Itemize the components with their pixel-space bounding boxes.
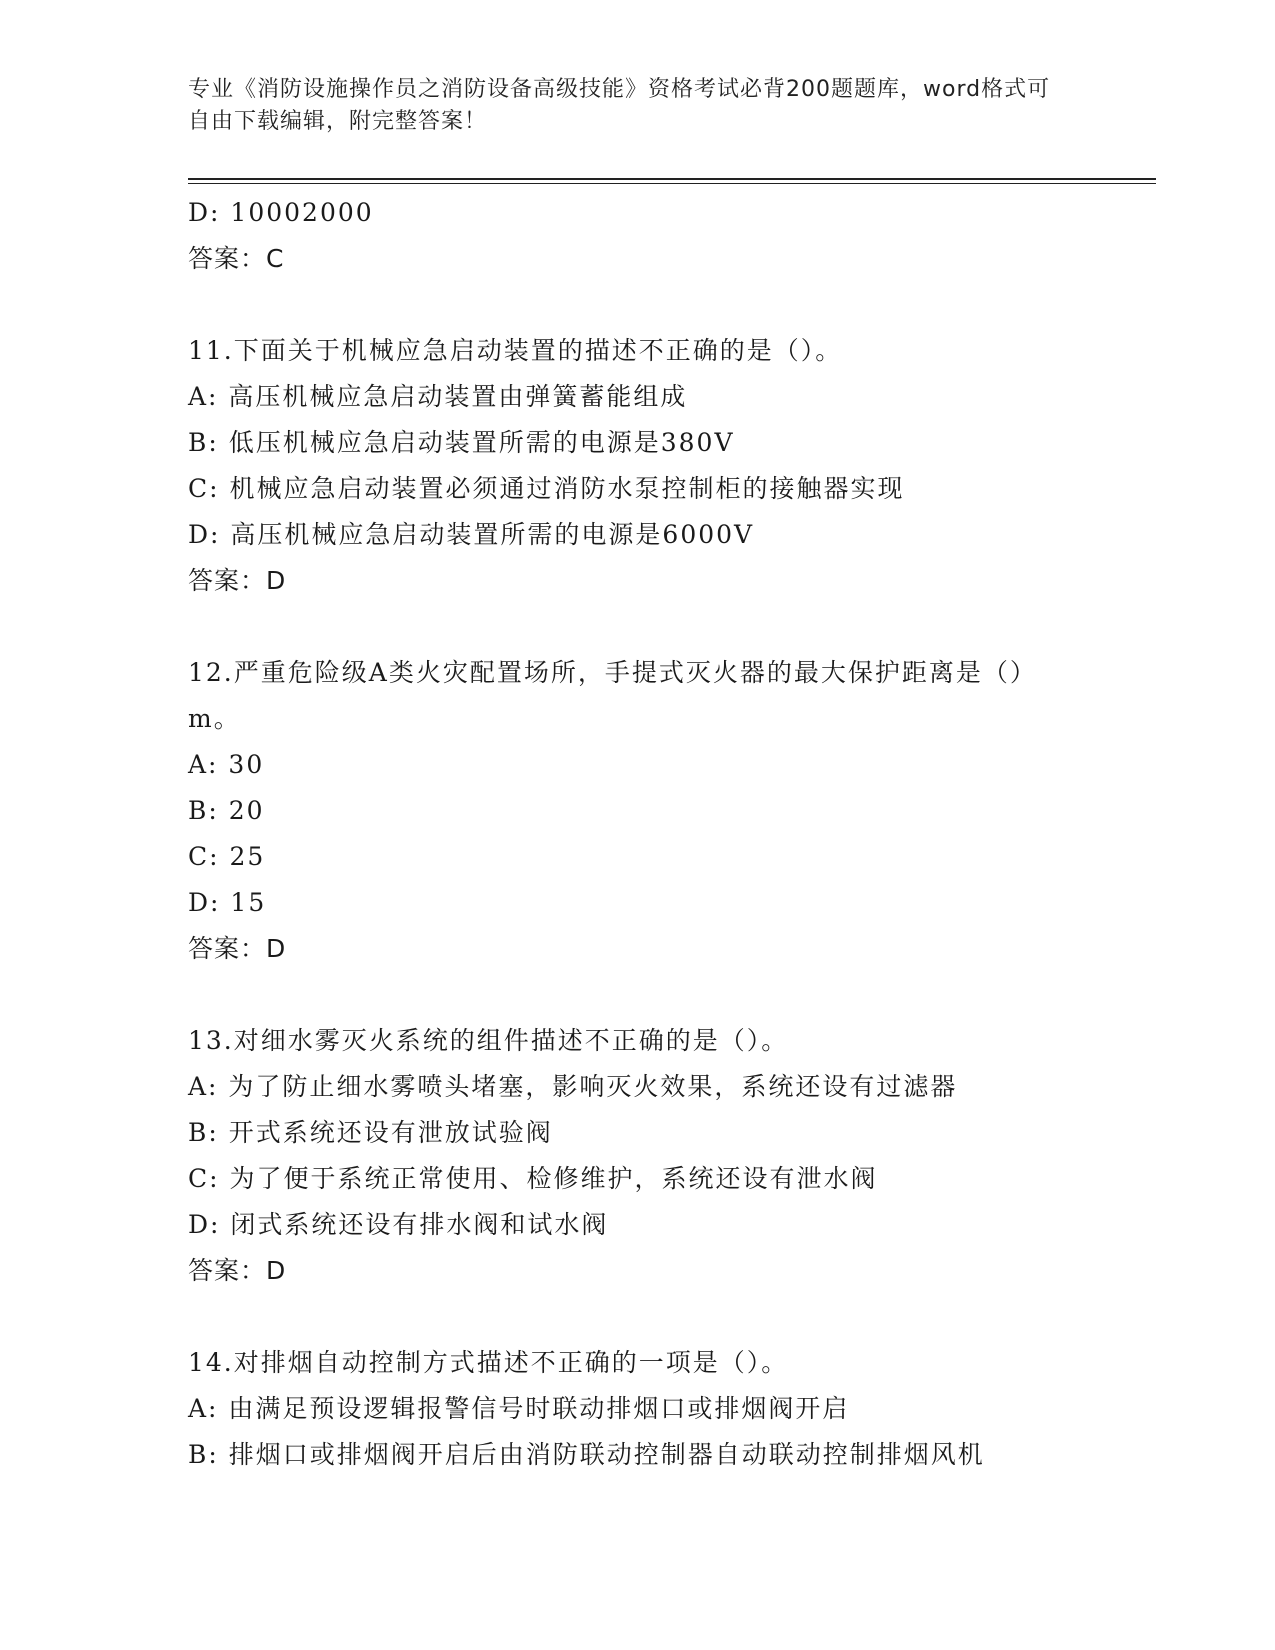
question-11-option-c: C: 机械应急启动装置必须通过消防水泵控制柜的接触器实现 [188, 474, 905, 503]
question-12-option-c: C: 25 [188, 842, 266, 871]
spacer [188, 604, 1088, 650]
spacer [188, 1294, 1088, 1340]
previous-option-d: D: 10002000 [188, 198, 374, 227]
question-11-option-b: B: 低压机械应急启动装置所需的电源是380V [188, 428, 735, 457]
question-13-option-a: A: 为了防止细水雾喷头堵塞，影响灭火效果，系统还设有过滤器 [188, 1072, 958, 1101]
question-12-option-a: A: 30 [188, 750, 265, 779]
question-12-option-d: D: 15 [188, 888, 267, 917]
question-13-option-b: B: 开式系统还设有泄放试验阀 [188, 1118, 553, 1147]
question-11-answer: 答案：D [188, 566, 287, 595]
question-11-stem: 11.下面关于机械应急启动装置的描述不正确的是（）。 [188, 336, 843, 365]
header-divider-thin [188, 183, 1156, 184]
question-13-option-c: C: 为了便于系统正常使用、检修维护，系统还设有泄水阀 [188, 1164, 878, 1193]
question-14-option-b: B: 排烟口或排烟阀开启后由消防联动控制器自动联动控制排烟风机 [188, 1440, 985, 1469]
question-13-option-d: D: 闭式系统还设有排水阀和试水阀 [188, 1210, 609, 1239]
question-13-answer: 答案：D [188, 1256, 287, 1285]
question-13-stem: 13.对细水雾灭火系统的组件描述不正确的是（）。 [188, 1026, 789, 1055]
spacer [188, 972, 1088, 1018]
question-12-answer: 答案：D [188, 934, 287, 963]
question-14-stem: 14.对排烟自动控制方式描述不正确的一项是（）。 [188, 1348, 789, 1377]
question-11-option-a: A: 高压机械应急启动装置由弹簧蓄能组成 [188, 382, 688, 411]
question-12-stem: 12.严重危险级A类火灾配置场所，手提式灭火器的最大保护距离是（）m。 [188, 658, 1037, 733]
previous-answer: 答案：C [188, 244, 285, 273]
question-12-option-b: B: 20 [188, 796, 265, 825]
document-header: 专业《消防设施操作员之消防设备高级技能》资格考试必背200题题库，word格式可自由下载编辑，附完整答案！ [188, 77, 1051, 134]
question-14-option-a: A: 由满足预设逻辑报警信号时联动排烟口或排烟阀开启 [188, 1394, 850, 1423]
question-list [188, 190, 1088, 1478]
question-11-option-d: D: 高压机械应急启动装置所需的电源是6000V [188, 520, 755, 549]
spacer [188, 282, 1088, 328]
header-divider-thick [188, 178, 1156, 180]
